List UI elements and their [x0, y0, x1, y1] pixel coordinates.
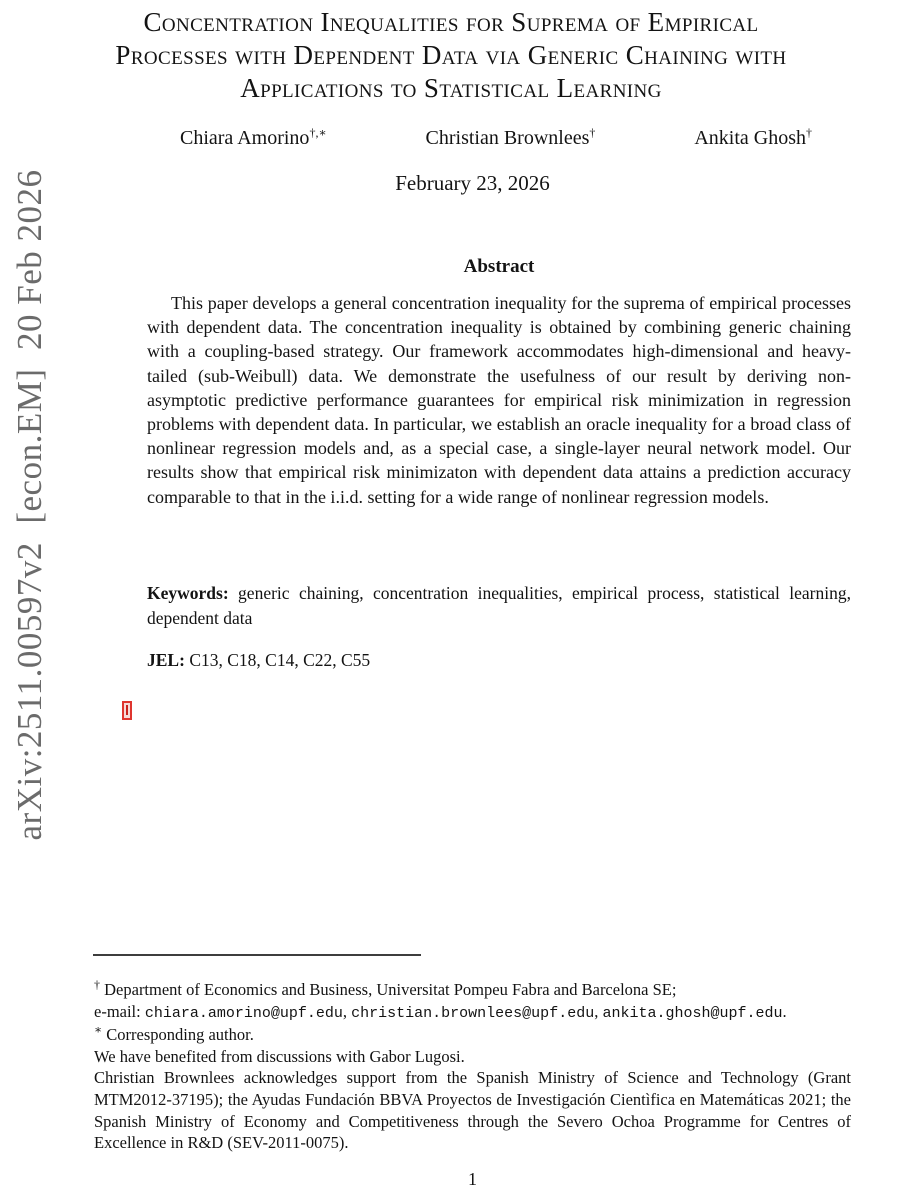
footnotes — [94, 979, 851, 1154]
paper-title-line-2: Processes with Dependent Data via Generic Chaining with — [115, 40, 787, 70]
footnote-acknowledgement-2: Christian Brownlees acknowledges support from the Spanish Ministry of Science and Technology (Grant MTM2012-37195); the Ayudas Fundación BBVA Proyectos de Investigación Cientìfica en Matemáticas 2021; the Spanish Ministry of Economy and Competitiveness through the Severo Ochoa Programme for Centres of Excellence in R&D (SEV-2011-0075). — [94, 1068, 851, 1153]
page-number: 1 — [468, 1169, 477, 1189]
email-address-1: chiara.amorino@upf.edu — [144, 1004, 343, 1022]
abstract-text: This paper develops a general concentration inequality for the suprema of empirical processes with dependent data. The concentration inequality is obtained by combining generic chaining with a coupling-based strategy. Our framework accommodates high-dimensional and heavy-tailed (sub-Weibull) data. We demonstrate the usefulness of our result by deriving non-asymptotic predictive performance guarantees for empirical risk minimization in regression problems with dependent data. In particular, we establish an oracle inequality for a broad class of nonlinear regression models and, as a special case, a single-layer neural network model. Our results show that empirical risk minimizaton with dependent data attains a prediction accuracy comparable to that in the i.i.d. setting for a wide range of nonlinear regression models. — [147, 293, 851, 507]
author-1-name: Chiara Amorino — [180, 127, 310, 149]
author-1 — [180, 127, 327, 150]
jel-block — [147, 650, 851, 671]
footnote-link-marker-glyph — [126, 705, 128, 715]
author-3 — [694, 127, 812, 150]
email-address-2: christian.brownlees@upf.edu — [351, 1004, 595, 1022]
keywords-label: Keywords: — [147, 583, 229, 603]
email-address-3: ankita.ghosh@upf.edu — [602, 1004, 783, 1022]
paper-title-line-1: Concentration Inequalities for Suprema of Empirical — [143, 7, 759, 37]
star-mark: ∗ — [94, 1022, 103, 1037]
corresponding-author-text: Corresponding author. — [102, 1025, 254, 1045]
keywords-text: generic chaining, concentration inequalities, empirical process, statistical learning, dependent data — [147, 583, 851, 628]
author-3-footnote-marks: † — [805, 125, 812, 140]
jel-label: JEL: — [147, 650, 185, 670]
email-label: e-mail: — [94, 1001, 145, 1021]
jel-text: C13, C18, C14, C22, C55 — [184, 650, 371, 670]
author-2-name: Christian Brownlees — [425, 127, 590, 149]
footnote-corresponding-author — [94, 1024, 851, 1046]
footnote-link-marker[interactable] — [122, 701, 132, 720]
paper-date: February 23, 2026 — [395, 171, 550, 195]
footnote-acknowledgement-1: We have benefited from discussions with Gabor Lugosi. — [94, 1046, 465, 1066]
email-separator-2: , — [594, 1001, 603, 1021]
paper-title-line-3: Applications to Statistical Learning — [240, 73, 662, 103]
author-2-footnote-marks: † — [589, 125, 596, 140]
abstract-heading: Abstract — [463, 256, 535, 277]
affiliation-text: Department of Economics and Business, Universitat Pompeu Fabra and Barcelona SE; — [100, 980, 677, 999]
keywords-block — [147, 581, 851, 631]
paper-title — [46, 6, 856, 105]
footnote-rule — [93, 954, 421, 956]
email-separator-1: , — [342, 1001, 352, 1021]
author-3-name: Ankita Ghosh — [694, 127, 806, 149]
author-1-footnote-marks: †,∗ — [309, 125, 327, 140]
arxiv-stamp: arXiv:2511.00597v2 [econ.EM] 20 Feb 2026 — [10, 169, 49, 841]
dagger-mark: † — [94, 977, 100, 992]
email-period: . — [782, 1001, 787, 1021]
author-2 — [426, 127, 596, 150]
authors-row — [180, 127, 812, 150]
footnote-affiliation — [94, 979, 851, 1024]
